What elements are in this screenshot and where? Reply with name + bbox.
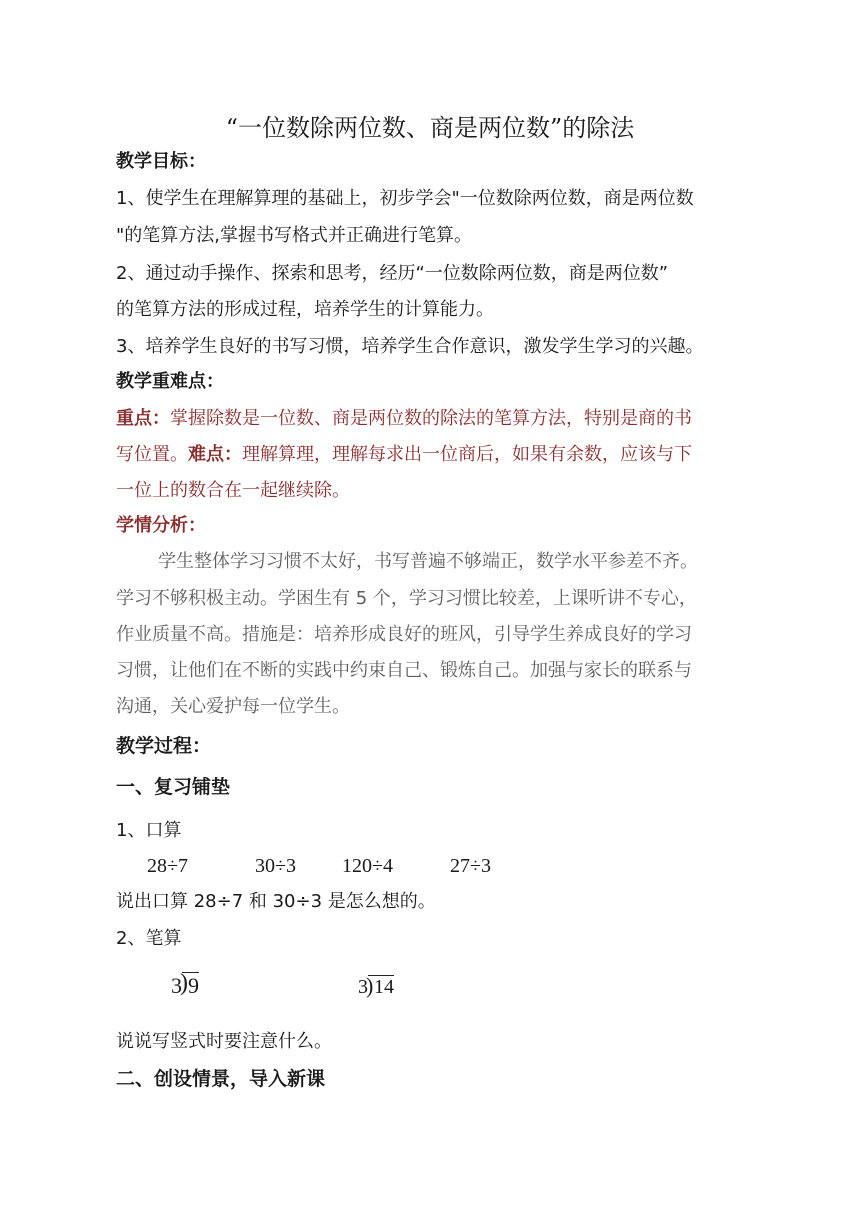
oral-item-1: 28÷7 [147,855,188,877]
key-points-heading: 教学重难点： [116,371,224,392]
section-2-heading: 二、创设情景，导入新课 [116,1068,326,1090]
difficulty-line-3: 一位上的数合在一起继续除。 [116,480,350,501]
dividend-box [182,972,199,999]
objective-3: 3、培养学生良好的书写习惯，培养学生合作意识，激发学生学习的兴趣。 [116,336,704,357]
analysis-line-4: 习惯，让他们在不断的实践中约束自己、锻炼自己。加强与家长的联系与 [116,660,692,681]
page-title: “一位数除两位数、商是两位数”的除法 [225,114,635,142]
objective-1-line2: "的笔算方法,掌握书写格式并正确进行笔算。 [116,225,472,246]
analysis-line-1: 学生整体学习习惯不太好，书写普遍不够端正，数学水平参差不齐。 [158,551,698,572]
division-bracket-icon: ) [180,970,188,996]
division-bracket-icon: ) [366,973,374,998]
focus-label: 重点： [116,408,170,429]
focus-text: 掌握除数是一位数、商是两位数的除法的笔算方法，特别是商的书 [170,408,692,429]
difficulty-label: 难点： [188,444,242,465]
analysis-heading: 学情分析： [116,515,206,536]
written-calc-label: 2、笔算 [116,928,182,949]
written-question: 说说写竖式时要注意什么。 [116,1031,332,1052]
long-division-2 [358,975,394,999]
divisor: 3 [358,976,368,998]
oral-calc-label: 1、口算 [116,820,182,841]
objective-2-line1: 2、通过动手操作、探索和思考，经历“一位数除两位数，商是两位数” [116,263,669,284]
focus-text-end: 写位置。 [116,444,188,465]
process-heading: 教学过程： [116,735,212,757]
objectives-heading: 教学目标： [116,151,206,172]
section-1-heading: 一、复习铺垫 [116,776,231,798]
difficulty-line [116,443,692,467]
focus-line [116,407,692,431]
analysis-line-3: 作业质量不高。措施是：培养形成良好的班风，引导学生养成良好的学习 [116,624,692,645]
oral-item-2: 30÷3 [255,855,296,877]
objective-2-line2: 的笔算方法的形成过程，培养学生的计算能力。 [116,299,494,320]
objective-1-line1: 1、使学生在理解算理的基础上，初步学会"一位数除两位数，商是两位数 [116,188,694,209]
dividend: 9 [188,973,199,998]
analysis-line-2: 学习不够积极主动。学困生有 5 个，学习习惯比较差，上课听讲不专心， [116,588,697,609]
divisor: 3 [171,973,182,998]
long-division-1 [171,972,199,999]
dividend-box [368,975,394,999]
difficulty-text: 理解算理，理解每求出一位商后，如果有余数，应该与下 [242,444,692,465]
analysis-line-5: 沟通，关心爱护每一位学生。 [116,696,350,717]
oral-question: 说出口算 28÷7 和 30÷3 是怎么想的。 [116,891,436,912]
dividend: 14 [374,976,394,998]
oral-item-3: 120÷4 [342,855,393,877]
oral-item-4: 27÷3 [450,855,491,877]
